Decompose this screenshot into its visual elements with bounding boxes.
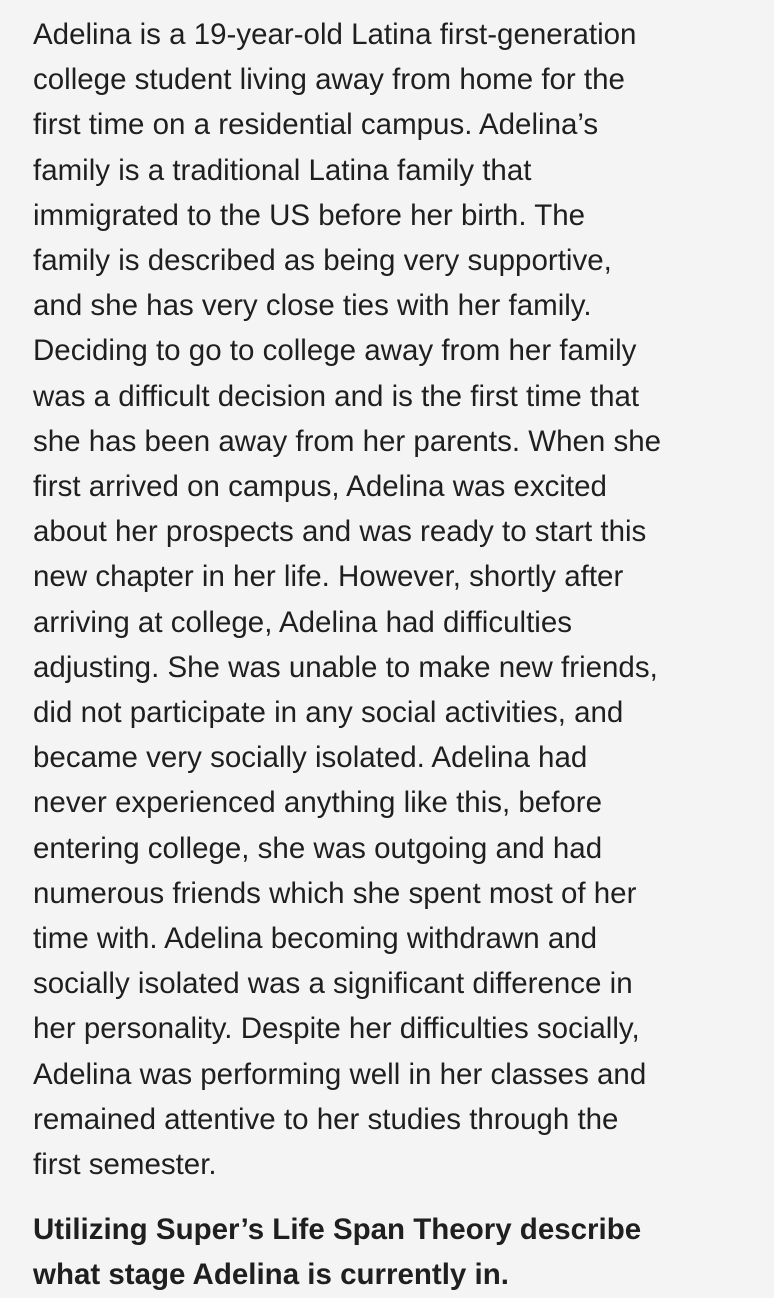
passage-line: Adelina was performing well in her classes and (33, 1057, 647, 1091)
passage-line: numerous friends which she spent most of her (33, 876, 637, 910)
passage-line: college student living away from home for the (33, 63, 625, 97)
passage-line: first semester. (33, 1148, 217, 1182)
question-line: what stage Adelina is currently in. (33, 1258, 509, 1292)
passage-line: new chapter in her life. However, shortly after (33, 560, 624, 594)
passage-line: remained attentive to her studies through the (33, 1102, 619, 1136)
passage-line: her personality. Despite her difficulties socially, (33, 1012, 640, 1046)
passage-line: never experienced anything like this, before (33, 786, 603, 820)
passage-line: was a difficult decision and is the first time that (33, 379, 640, 413)
passage-line: socially isolated was a significant difference in (33, 967, 633, 1001)
passage-line: entering college, she was outgoing and had (33, 831, 603, 865)
case-study-passage (33, 12, 742, 1187)
passage-line: did not participate in any social activities, and (33, 696, 624, 730)
passage-line: immigrated to the US before her birth. The (33, 198, 586, 232)
passage-line: Adelina is a 19-year-old Latina first-generation (33, 18, 637, 51)
passage-line: first time on a residential campus. Adelina’s (33, 108, 599, 142)
passage-line: Deciding to go to college away from her family (33, 334, 637, 368)
passage-line: she has been away from her parents. When she (33, 424, 662, 458)
passage-line: first arrived on campus, Adelina was excited (33, 470, 607, 504)
passage-line: family is a traditional Latina family that (33, 153, 532, 187)
passage-line: adjusting. She was unable to make new friends, (33, 650, 658, 684)
passage-line: became very socially isolated. Adelina had (33, 741, 588, 775)
passage-line: family is described as being very supportive, (33, 244, 612, 278)
passage-line: and she has very close ties with her family. (33, 289, 592, 323)
question-line: Utilizing Super’s Life Span Theory describe (33, 1213, 642, 1247)
passage-line: about her prospects and was ready to start this (33, 515, 647, 549)
passage-line: time with. Adelina becoming withdrawn and (33, 922, 598, 956)
question-prompt (33, 1207, 742, 1297)
passage-line: arriving at college, Adelina had difficulties (33, 605, 572, 639)
